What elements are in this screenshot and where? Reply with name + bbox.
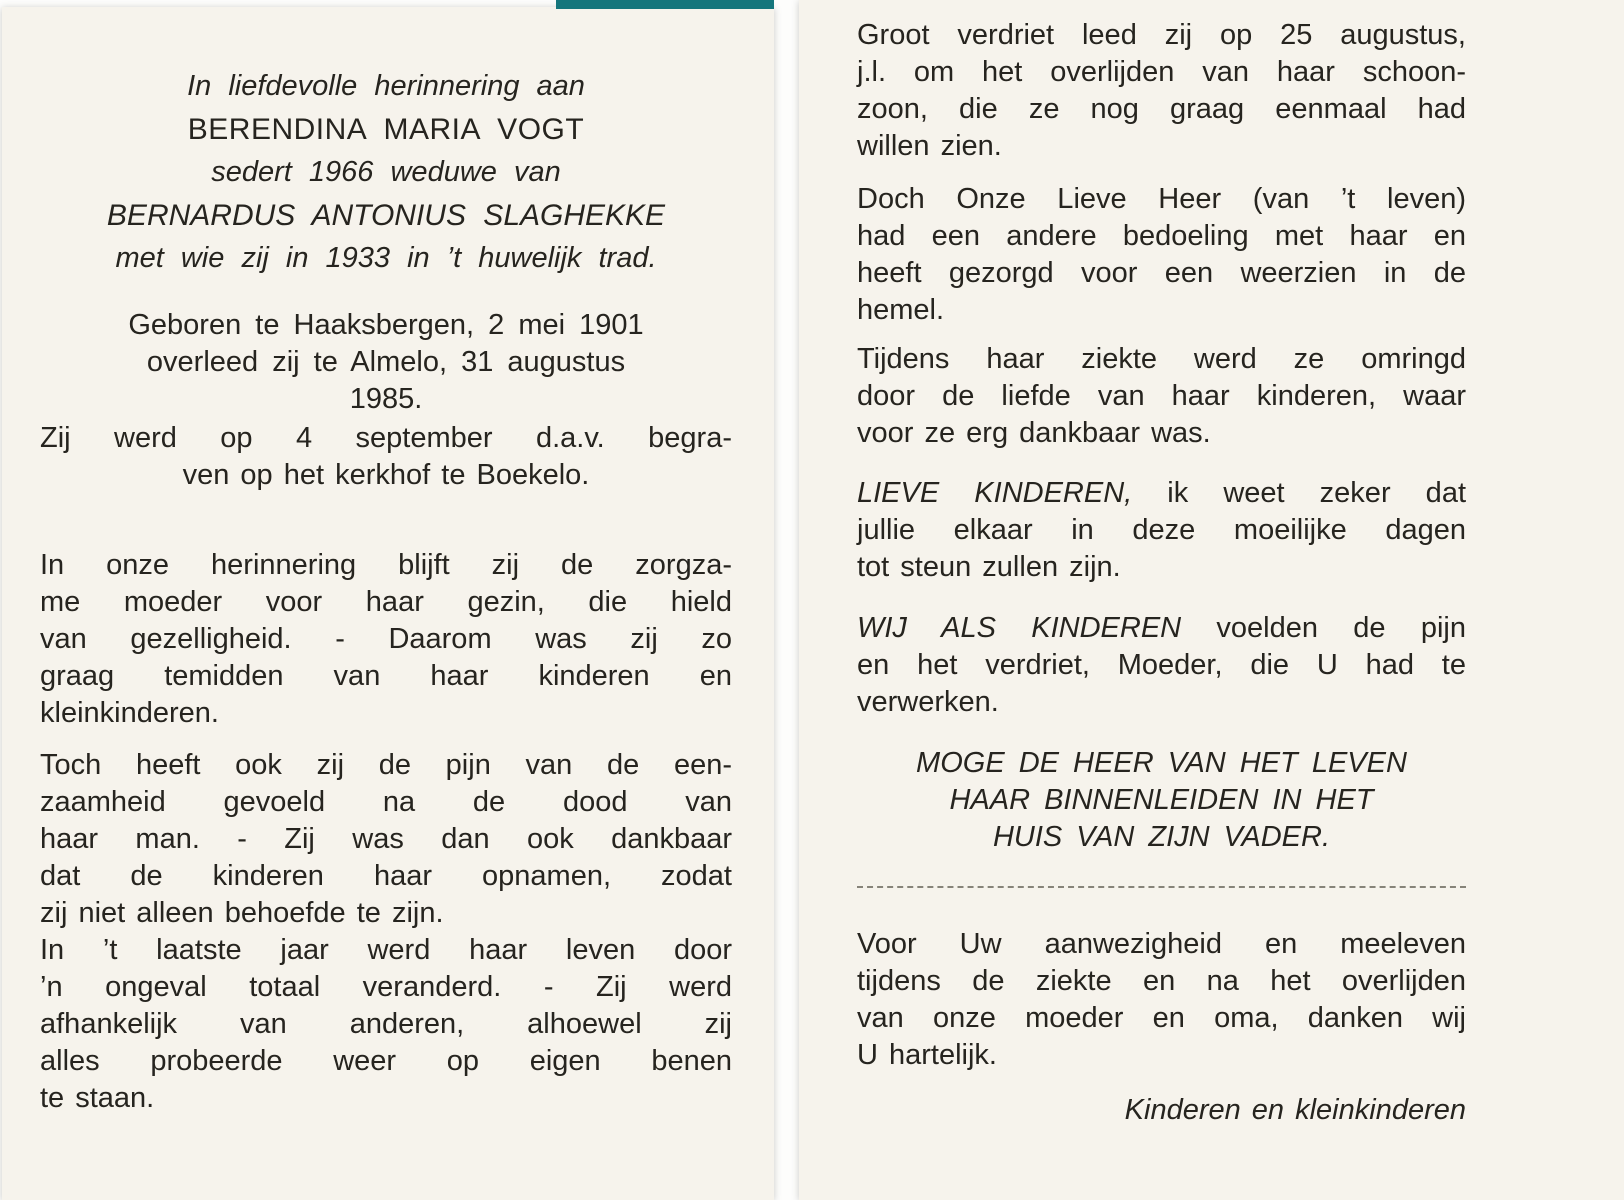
- text-line: afhankelijk van anderen, alhoewel zij: [40, 1008, 732, 1040]
- text-line: verwerken.: [857, 686, 999, 718]
- text-line: HUIS VAN ZIJN VADER.: [992, 821, 1331, 853]
- right-page-text: [799, 0, 1624, 1200]
- text-line: voor ze erg dankbaar was.: [857, 417, 1211, 449]
- text-line: tot steun zullen zijn.: [857, 551, 1121, 583]
- text-line: tijdens de ziekte en na het overlijden: [857, 965, 1466, 997]
- signature: [857, 1092, 1466, 1129]
- divider: [857, 886, 1466, 888]
- left-page-text: [2, 7, 774, 1200]
- text-line: Doch Onze Lieve Heer (van ’t leven): [857, 183, 1466, 215]
- widow-line: [40, 151, 732, 194]
- text-line: U hartelijk.: [857, 1039, 997, 1071]
- text-line: 1985.: [349, 383, 423, 415]
- text-line: met wie zij in 1933 in ’t huwelijk trad.: [115, 242, 657, 274]
- text-line: WIJ ALS KINDEREN voelden de pijn: [857, 612, 1467, 644]
- text-line: ven op het kerkhof te Boekelo.: [182, 459, 590, 491]
- providence: [857, 181, 1466, 329]
- text-line: In ’t laatste jaar werd haar leven door: [40, 934, 732, 966]
- text-line: BERENDINA MARIA VOGT: [187, 113, 585, 146]
- text-line: Tijdens haar ziekte werd ze omringd: [857, 343, 1466, 375]
- dear-children: [857, 475, 1466, 586]
- text-line: dat de kinderen haar opnamen, zodat: [40, 860, 732, 892]
- text-line: Kinderen en kleinkinderen: [1124, 1094, 1466, 1126]
- burial: [40, 420, 732, 494]
- last-year: [40, 932, 732, 1117]
- intro-line: [40, 65, 732, 108]
- text-line: BERNARDUS ANTONIUS SLAGHEKKE: [106, 199, 666, 232]
- text-line: LIEVE KINDEREN, ik weet zeker dat: [857, 477, 1466, 509]
- text-line: zoon, die ze nog graag eenmaal had: [857, 93, 1466, 125]
- text-line: door de liefde van haar kinderen, waar: [857, 380, 1466, 412]
- text-line: haar man. - Zij was dan ook dankbaar: [40, 823, 732, 855]
- text-line: van onze moeder en oma, danken wij: [857, 1002, 1466, 1034]
- text-line: Groot verdriet leed zij op 25 augustus,: [857, 19, 1466, 51]
- text-line: In liefdevolle herinnering aan: [187, 70, 585, 102]
- memorial-card-right-page: [799, 0, 1624, 1200]
- loneliness: [40, 747, 732, 932]
- text-line: zaamheid gevoeld na de dood van: [40, 786, 732, 818]
- birth-death: [40, 307, 732, 418]
- remembrance: [40, 547, 732, 732]
- text-line: zij niet alleen behoefde te zijn.: [40, 897, 444, 929]
- text-line: hemel.: [857, 294, 945, 326]
- text-line: Geboren te Haaksbergen, 2 mei 1901: [128, 309, 644, 341]
- text-line: j.l. om het overlijden van haar schoon-: [857, 56, 1466, 88]
- text-line: overleed zij te Almelo, 31 augustus: [146, 346, 626, 378]
- text-line: ’n ongeval totaal veranderd. - Zij werd: [40, 971, 732, 1003]
- text-line: willen zien.: [857, 130, 1002, 162]
- text-line: te staan.: [40, 1082, 155, 1114]
- husband-name: [40, 194, 732, 237]
- text-line: me moeder voor haar gezin, die hield: [40, 586, 732, 618]
- marriage-line: [40, 237, 732, 280]
- we-as-children: [857, 610, 1466, 721]
- text-line: Zij werd op 4 september d.a.v. begra-: [40, 422, 732, 454]
- thanks: [857, 926, 1466, 1074]
- text-line: HAAR BINNENLEIDEN IN HET: [949, 784, 1374, 816]
- text-line: alles probeerde weer op eigen benen: [40, 1045, 732, 1077]
- memorial-card-left-page: [2, 7, 774, 1200]
- text-line: sedert 1966 weduwe van: [211, 156, 561, 188]
- text-line: Voor Uw aanwezigheid en meeleven: [857, 928, 1466, 960]
- deceased-name: [40, 108, 732, 151]
- illness: [857, 341, 1466, 452]
- text-line: van gezelligheid. - Daarom was zij zo: [40, 623, 732, 655]
- text-line: MOGE DE HEER VAN HET LEVEN: [916, 747, 1407, 779]
- text-line: jullie elkaar in deze moeilijke dagen: [857, 514, 1466, 546]
- prayer: [857, 745, 1466, 856]
- text-line: kleinkinderen.: [40, 697, 219, 729]
- card-top-edge-accent: [556, 0, 774, 9]
- text-line: In onze herinnering blijft zij de zorgza-: [40, 549, 732, 581]
- text-line: had een andere bedoeling met haar en: [857, 220, 1466, 252]
- text-line: Toch heeft ook zij de pijn van de een-: [40, 749, 732, 781]
- text-line: heeft gezorgd voor een weerzien in de: [857, 257, 1466, 289]
- text-line: graag temidden van haar kinderen en: [40, 660, 732, 692]
- grief: [857, 17, 1466, 165]
- text-line: en het verdriet, Moeder, die U had te: [857, 649, 1466, 681]
